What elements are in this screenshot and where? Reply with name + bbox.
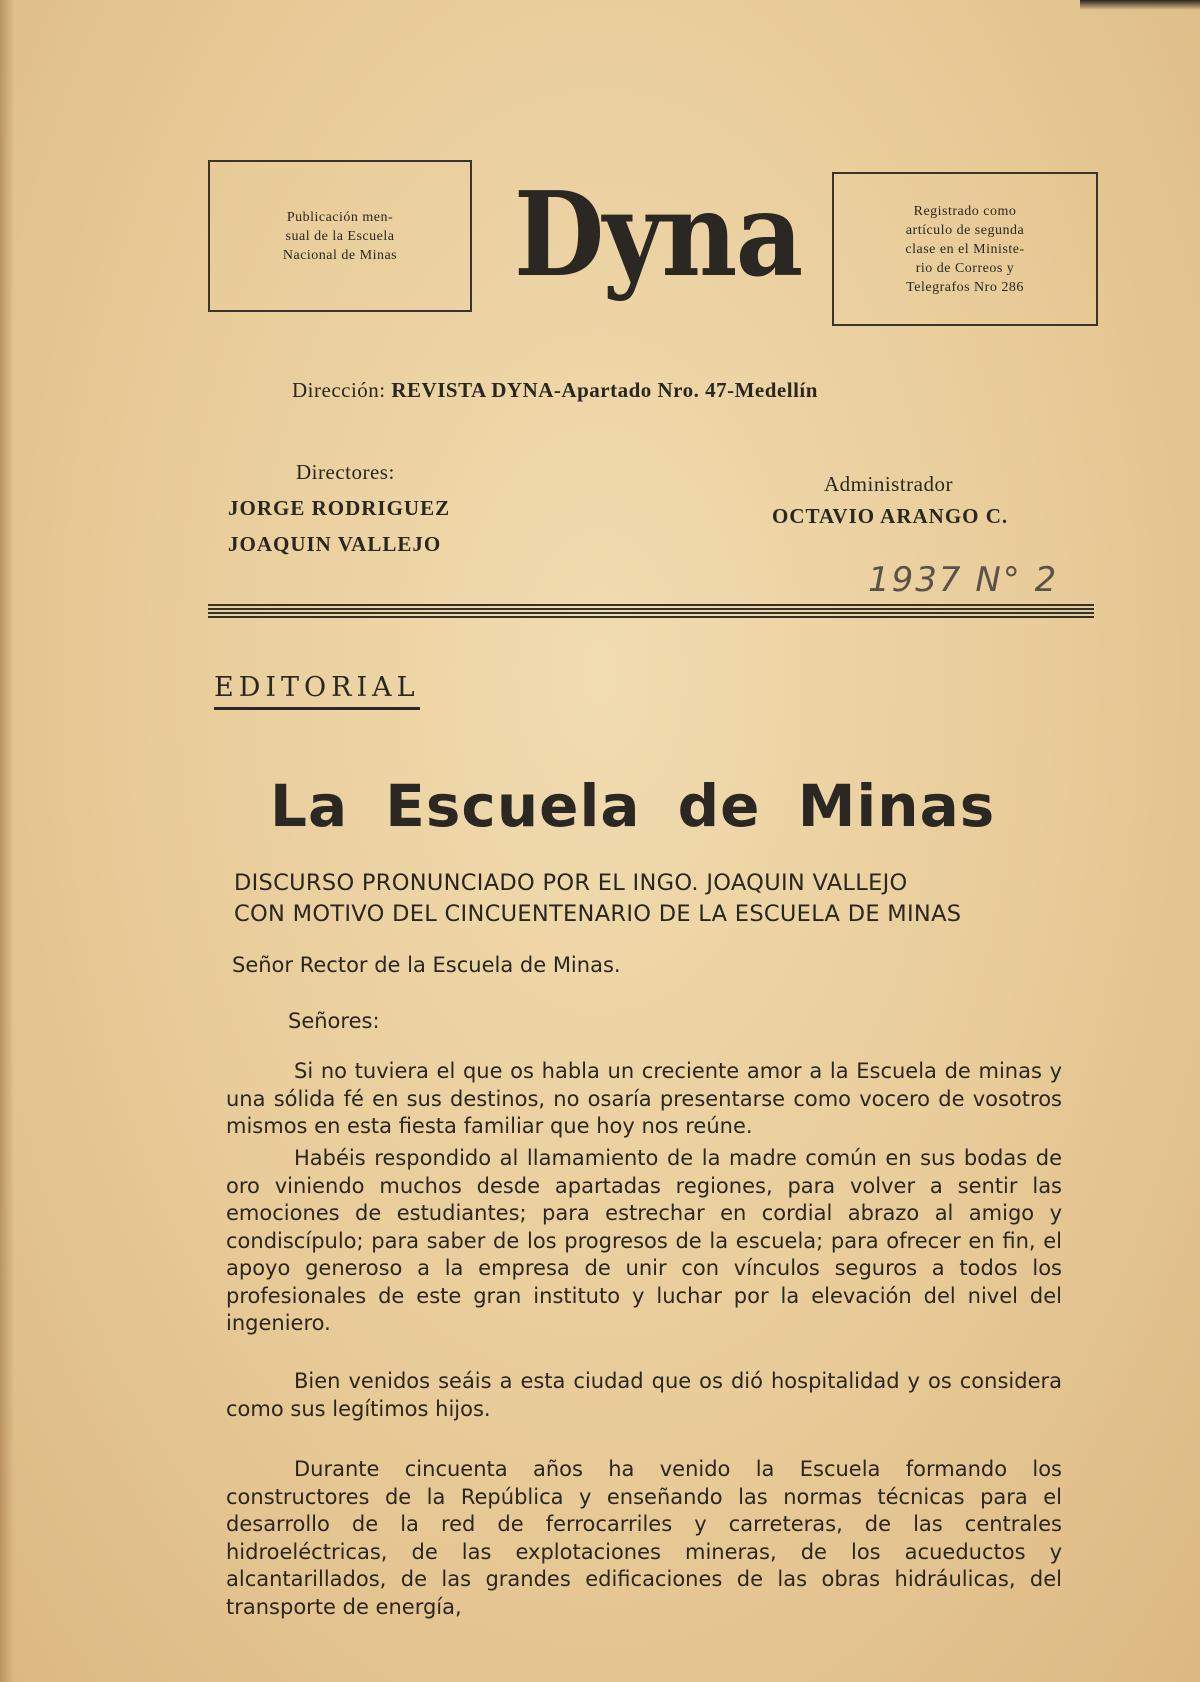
- registration-info-line: Telegrafos Nro 286: [906, 279, 1024, 295]
- publication-info-box: [208, 160, 472, 312]
- address-line: [292, 378, 1012, 403]
- registration-info-line: rio de Correos y: [915, 260, 1015, 276]
- address-label: Dirección:: [292, 378, 386, 402]
- body-paragraph: Durante cincuenta años ha venido la Escuela formando los constructores de la República y enseñando las normas técnicas para el desarrollo de la red de ferrocarriles y carreteras, de las centrales hidroeléctricas, de las explotaciones mineras, de los acueductos y alcantarillados, de las grandes edificaciones de las obras hidráulicas, del transporte de energía,: [226, 1457, 1062, 1619]
- registration-info-line: artículo de segunda: [905, 222, 1025, 238]
- publication-info-line: sual de la Escuela: [285, 228, 395, 244]
- article-title: La Escuela de Minas: [270, 772, 996, 840]
- section-label: EDITORIAL: [214, 672, 420, 710]
- publication-info-line: Publicación men-: [286, 209, 394, 225]
- journal-logo: Dyna: [513, 167, 802, 303]
- director-name: JORGE RODRIGUEZ: [228, 496, 451, 520]
- body-paragraph: Si no tuviera el que os habla un creciente amor a la Escuela de minas y una sólida fé en sus destinos, no osaría presentarse como vocero de vosotros mismos en esta fiesta familiar que hoy nos reúne.: [226, 1059, 1062, 1138]
- article-subtitle: [234, 868, 1064, 930]
- administrator-label: Administrador: [824, 472, 953, 496]
- handwritten-issue-note: 1937 N° 2: [868, 560, 1059, 600]
- page-corner-shadow: [1080, 0, 1200, 10]
- salutation-senores: Señores:: [288, 1009, 380, 1033]
- address-value: REVISTA DYNA-Apartado Nro. 47-Medellín: [391, 378, 818, 402]
- masthead-divider: [208, 604, 1094, 620]
- registration-info-box: [832, 172, 1098, 326]
- subtitle-line: DISCURSO PRONUNCIADO POR EL INGO. JOAQUIN VALLEJO: [234, 870, 908, 896]
- salutation-rector: Señor Rector de la Escuela de Minas.: [232, 953, 621, 977]
- registration-info-line: clase en el Ministe-: [905, 241, 1025, 257]
- director-name: JOAQUIN VALLEJO: [228, 532, 442, 556]
- directors-label: Directores:: [296, 460, 395, 484]
- body-paragraph: Habéis respondido al llamamiento de la madre común en sus bodas de oro viniendo muchos desde apartadas regiones, para volver a sentir las emociones de estudiantes; para estrechar en cordial abrazo al amigo y condiscípulo; para saber de los progresos de la escuela; para ofrecer en fin, el apoyo generoso a la empresa de unir con vínculos seguros a todos los profesionales de este gran instituto y luchar por la elevación del nivel del ingeniero.: [226, 1146, 1062, 1335]
- publication-info-line: Nacional de Minas: [282, 247, 398, 263]
- body-paragraph: Bien venidos seáis a esta ciudad que os dió hospitalidad y os considera como sus legítimos hijos.: [226, 1369, 1062, 1421]
- subtitle-line: CON MOTIVO DEL CINCUENTENARIO DE LA ESCUELA DE MINAS: [234, 901, 962, 927]
- page-edge-shadow: [0, 0, 14, 1682]
- administrator-name: OCTAVIO ARANGO C.: [772, 504, 1009, 528]
- registration-info-line: Registrado como: [913, 203, 1017, 219]
